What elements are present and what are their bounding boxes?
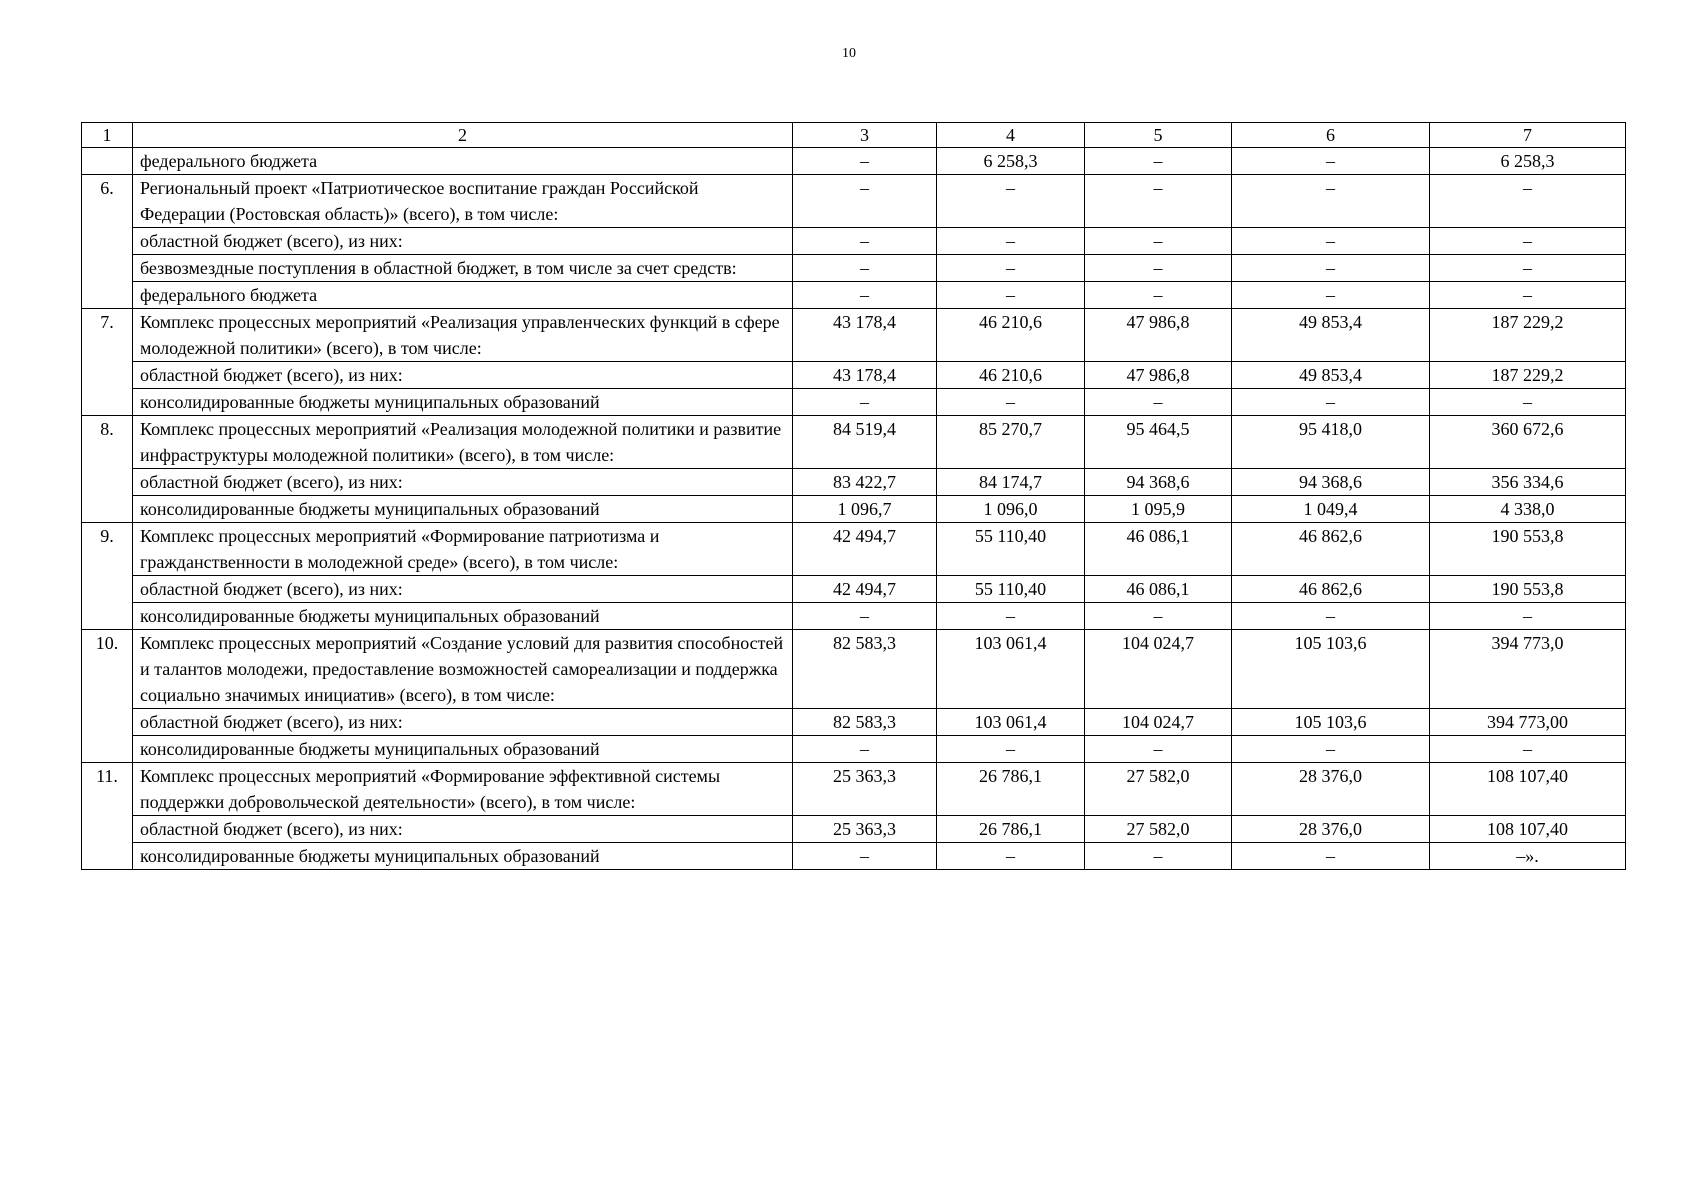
value-cell: 25 363,3 — [793, 816, 937, 843]
row-index-cell: 8. — [82, 416, 133, 523]
value-cell: – — [1430, 228, 1626, 255]
value-cell: 4 338,0 — [1430, 496, 1626, 523]
table-row — [82, 282, 1626, 309]
value-cell: –». — [1430, 843, 1626, 870]
row-label-cell: областной бюджет (всего), из них: — [133, 816, 793, 843]
value-cell: 1 095,9 — [1085, 496, 1232, 523]
value-cell: 46 086,1 — [1085, 523, 1232, 576]
value-cell: – — [793, 389, 937, 416]
value-cell: 394 773,00 — [1430, 709, 1626, 736]
value-cell: 6 258,3 — [937, 148, 1085, 175]
table-row — [82, 763, 1626, 816]
value-cell: 394 773,0 — [1430, 630, 1626, 709]
value-cell: 105 103,6 — [1232, 709, 1430, 736]
value-cell: – — [1085, 148, 1232, 175]
table-row — [82, 469, 1626, 496]
table-row — [82, 416, 1626, 469]
value-cell: 187 229,2 — [1430, 309, 1626, 362]
value-cell: – — [1085, 255, 1232, 282]
value-cell: – — [1232, 255, 1430, 282]
value-cell: – — [1085, 736, 1232, 763]
value-cell: 55 110,40 — [937, 523, 1085, 576]
header-cell: 3 — [793, 123, 937, 148]
table-row — [82, 603, 1626, 630]
value-cell: 104 024,7 — [1085, 709, 1232, 736]
row-label-cell: Комплекс процессных мероприятий «Реализация управленческих функций в сфере молодежной политики» (всего), в том числе: — [133, 309, 793, 362]
value-cell: 27 582,0 — [1085, 816, 1232, 843]
page-number: 10 — [842, 46, 856, 61]
value-cell: 103 061,4 — [937, 709, 1085, 736]
table-row — [82, 362, 1626, 389]
row-label-cell: областной бюджет (всего), из них: — [133, 709, 793, 736]
row-label-cell: Комплекс процессных мероприятий «Реализация молодежной политики и развитие инфраструктуры молодежной политики» (всего), в том числе: — [133, 416, 793, 469]
table-row — [82, 576, 1626, 603]
value-cell: 84 174,7 — [937, 469, 1085, 496]
row-index-cell: 11. — [82, 763, 133, 870]
value-cell: 55 110,40 — [937, 576, 1085, 603]
value-cell: – — [1430, 603, 1626, 630]
value-cell: – — [1232, 736, 1430, 763]
row-label-cell: Комплекс процессных мероприятий «Формирование патриотизма и гражданственности в молодежной среде» (всего), в том числе: — [133, 523, 793, 576]
row-index-cell: 10. — [82, 630, 133, 763]
value-cell: – — [1430, 282, 1626, 309]
value-cell: – — [793, 282, 937, 309]
row-index-cell: 7. — [82, 309, 133, 416]
row-label-cell: консолидированные бюджеты муниципальных образований — [133, 736, 793, 763]
value-cell: 108 107,40 — [1430, 816, 1626, 843]
row-index-cell — [82, 148, 133, 175]
budget-table — [81, 122, 1626, 870]
value-cell: 94 368,6 — [1232, 469, 1430, 496]
header-cell: 2 — [133, 123, 793, 148]
value-cell: 95 464,5 — [1085, 416, 1232, 469]
value-cell: – — [1085, 175, 1232, 228]
value-cell: 25 363,3 — [793, 763, 937, 816]
value-cell: – — [937, 603, 1085, 630]
value-cell: – — [1085, 843, 1232, 870]
value-cell: 42 494,7 — [793, 523, 937, 576]
value-cell: – — [937, 228, 1085, 255]
value-cell: 83 422,7 — [793, 469, 937, 496]
row-label-cell: Комплекс процессных мероприятий «Создание условий для развития способностей и талантов молодежи, предоставление возможностей самореализации и поддержка социально значимых инициатив» (всего), в том числе: — [133, 630, 793, 709]
value-cell: – — [1232, 175, 1430, 228]
value-cell: – — [937, 843, 1085, 870]
value-cell: – — [793, 603, 937, 630]
value-cell: – — [793, 843, 937, 870]
value-cell: 1 096,0 — [937, 496, 1085, 523]
value-cell: – — [793, 148, 937, 175]
row-label-cell: консолидированные бюджеты муниципальных образований — [133, 389, 793, 416]
table-row — [82, 228, 1626, 255]
table-row — [82, 630, 1626, 709]
value-cell: – — [1430, 736, 1626, 763]
value-cell: 28 376,0 — [1232, 763, 1430, 816]
value-cell: 190 553,8 — [1430, 523, 1626, 576]
value-cell: – — [1085, 389, 1232, 416]
row-label-cell: областной бюджет (всего), из них: — [133, 228, 793, 255]
value-cell: 94 368,6 — [1085, 469, 1232, 496]
value-cell: 43 178,4 — [793, 362, 937, 389]
header-cell: 6 — [1232, 123, 1430, 148]
value-cell: 46 862,6 — [1232, 523, 1430, 576]
table-row — [82, 843, 1626, 870]
value-cell: 28 376,0 — [1232, 816, 1430, 843]
value-cell: – — [1232, 603, 1430, 630]
row-label-cell: федерального бюджета — [133, 148, 793, 175]
value-cell: 82 583,3 — [793, 709, 937, 736]
value-cell: – — [1232, 148, 1430, 175]
value-cell: – — [1430, 175, 1626, 228]
value-cell: – — [937, 175, 1085, 228]
table-row — [82, 255, 1626, 282]
value-cell: 104 024,7 — [1085, 630, 1232, 709]
value-cell: 190 553,8 — [1430, 576, 1626, 603]
row-label-cell: консолидированные бюджеты муниципальных образований — [133, 843, 793, 870]
value-cell: 82 583,3 — [793, 630, 937, 709]
row-index-cell: 9. — [82, 523, 133, 630]
header-row — [82, 123, 1626, 148]
value-cell: 356 334,6 — [1430, 469, 1626, 496]
value-cell: – — [937, 282, 1085, 309]
value-cell: – — [937, 736, 1085, 763]
row-label-cell: Комплекс процессных мероприятий «Формирование эффективной системы поддержки добровольческой деятельности» (всего), в том числе: — [133, 763, 793, 816]
value-cell: – — [793, 228, 937, 255]
row-label-cell: областной бюджет (всего), из них: — [133, 576, 793, 603]
header-cell: 4 — [937, 123, 1085, 148]
value-cell: 46 210,6 — [937, 362, 1085, 389]
value-cell: 84 519,4 — [793, 416, 937, 469]
value-cell: 105 103,6 — [1232, 630, 1430, 709]
value-cell: – — [1085, 603, 1232, 630]
header-cell: 5 — [1085, 123, 1232, 148]
value-cell: 108 107,40 — [1430, 763, 1626, 816]
value-cell: 47 986,8 — [1085, 362, 1232, 389]
value-cell: 103 061,4 — [937, 630, 1085, 709]
table-row — [82, 709, 1626, 736]
row-label-cell: областной бюджет (всего), из них: — [133, 362, 793, 389]
row-label-cell: консолидированные бюджеты муниципальных образований — [133, 496, 793, 523]
value-cell: 85 270,7 — [937, 416, 1085, 469]
header-cell: 7 — [1430, 123, 1626, 148]
value-cell: – — [793, 736, 937, 763]
table-row — [82, 816, 1626, 843]
value-cell: – — [1232, 228, 1430, 255]
value-cell: 43 178,4 — [793, 309, 937, 362]
table-row — [82, 736, 1626, 763]
value-cell: 1 096,7 — [793, 496, 937, 523]
value-cell: 27 582,0 — [1085, 763, 1232, 816]
value-cell: – — [793, 175, 937, 228]
value-cell: 46 210,6 — [937, 309, 1085, 362]
value-cell: 46 086,1 — [1085, 576, 1232, 603]
value-cell: 26 786,1 — [937, 763, 1085, 816]
table-row — [82, 148, 1626, 175]
value-cell: – — [1232, 389, 1430, 416]
value-cell: 1 049,4 — [1232, 496, 1430, 523]
value-cell: 46 862,6 — [1232, 576, 1430, 603]
value-cell: 49 853,4 — [1232, 309, 1430, 362]
value-cell: – — [1232, 282, 1430, 309]
table-body — [82, 123, 1626, 870]
value-cell: 49 853,4 — [1232, 362, 1430, 389]
value-cell: – — [1232, 843, 1430, 870]
value-cell: – — [937, 389, 1085, 416]
table-row — [82, 309, 1626, 362]
value-cell: 42 494,7 — [793, 576, 937, 603]
value-cell: – — [937, 255, 1085, 282]
row-label-cell: безвозмездные поступления в областной бюджет, в том числе за счет средств: — [133, 255, 793, 282]
table-row — [82, 389, 1626, 416]
row-label-cell: областной бюджет (всего), из них: — [133, 469, 793, 496]
table-row — [82, 496, 1626, 523]
value-cell: – — [1085, 228, 1232, 255]
value-cell: 360 672,6 — [1430, 416, 1626, 469]
row-label-cell: федерального бюджета — [133, 282, 793, 309]
value-cell: – — [1085, 282, 1232, 309]
value-cell: 26 786,1 — [937, 816, 1085, 843]
value-cell: – — [1430, 255, 1626, 282]
value-cell: 47 986,8 — [1085, 309, 1232, 362]
value-cell: 95 418,0 — [1232, 416, 1430, 469]
header-cell: 1 — [82, 123, 133, 148]
value-cell: 6 258,3 — [1430, 148, 1626, 175]
row-label-cell: Региональный проект «Патриотическое воспитание граждан Российской Федерации (Ростовская область)» (всего), в том числе: — [133, 175, 793, 228]
table-row — [82, 523, 1626, 576]
value-cell: – — [793, 255, 937, 282]
value-cell: 187 229,2 — [1430, 362, 1626, 389]
row-label-cell: консолидированные бюджеты муниципальных образований — [133, 603, 793, 630]
table-row — [82, 175, 1626, 228]
row-index-cell: 6. — [82, 175, 133, 309]
value-cell: – — [1430, 389, 1626, 416]
